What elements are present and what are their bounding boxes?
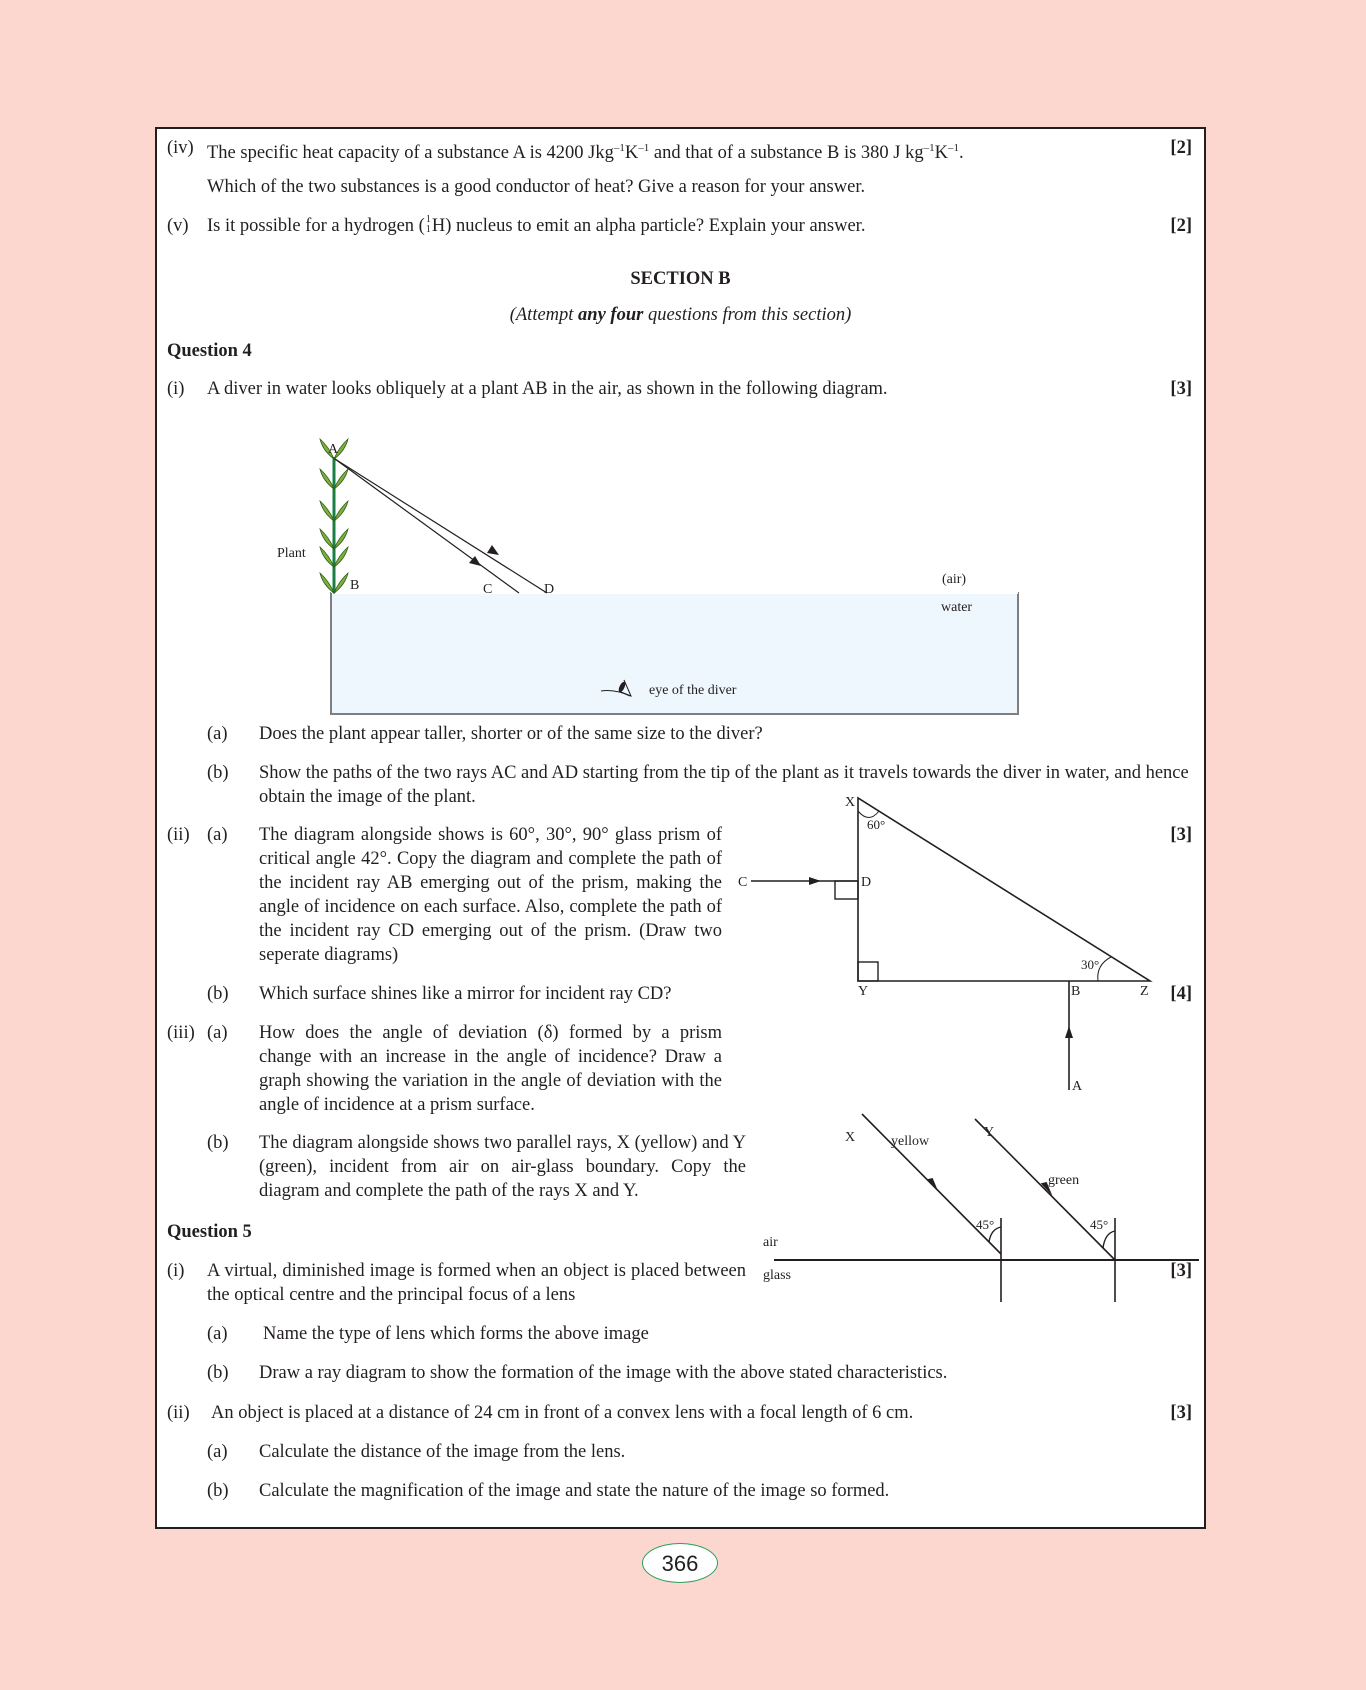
q5-ii-num: (ii) [167,1403,190,1423]
q4-i-a-text: Does the plant appear taller, shorter or of the same size to the diver? [259,724,763,744]
q4-i-text: A diver in water looks obliquely at a plant AB in the air, as shown in the following diagram. [207,379,888,399]
q4-i-b-label: (b) [207,763,229,783]
exam-page [155,127,1206,1529]
label-air: (air) [942,572,967,587]
q4-ii-a-label: (a) [207,825,228,845]
label-D: D [544,582,555,597]
q5-ii-a-label: (a) [207,1442,228,1462]
rays-label-green: green [1048,1173,1080,1188]
q4-iii-b-label: (b) [207,1133,229,1153]
q3-v-num: (v) [167,216,189,236]
section-b-title: SECTION B [630,269,731,289]
q5-ii-b-label: (b) [207,1481,229,1501]
q3-v-text: Is it possible for a hydrogen ( 1 1 H) nucleus to emit an alpha particle? Explain your answer. [207,214,866,236]
prism-label-D: D [861,875,872,890]
q5-ii-marks: [3] [1170,1403,1192,1423]
q4-ii-b-label: (b) [207,984,229,1004]
question-4-title: Question 4 [167,341,252,361]
q5-i-a-label: (a) [207,1324,228,1344]
ray-Y-green [975,1119,1115,1260]
q5-i-marks: [3] [1170,1261,1192,1281]
q4-ii-num: (ii) [167,825,190,845]
q5-i-num: (i) [167,1261,185,1281]
rays-label-glass: glass [763,1268,791,1283]
label-plant: Plant [277,546,306,561]
q5-i-a-text: Name the type of lens which forms the above image [263,1324,649,1344]
q3-v-marks: [2] [1170,216,1192,236]
prism-label-Z: Z [1140,984,1149,999]
q5-ii-text: An object is placed at a distance of 24 cm in front of a convex lens with a focal length of 6 cm. [211,1403,914,1423]
q5-i-b-text: Draw a ray diagram to show the formation of the image with the above stated characteristics. [259,1363,948,1383]
prism-angle-Z: 30° [1081,957,1100,972]
label-water: water [941,600,973,615]
q5-ii-b-text: Calculate the magnification of the image and state the nature of the image so formed. [259,1481,890,1501]
q4-ii-a-marks: [3] [1170,825,1192,845]
parallel-rays-diagram [157,129,1208,1531]
prism-label-B: B [1071,984,1081,999]
q4-iii-num: (iii) [167,1023,195,1043]
q5-ii-a-text: Calculate the distance of the image from the lens. [259,1442,626,1462]
question-5-title: Question 5 [167,1222,252,1242]
prism-angle-X: 60° [867,817,886,832]
isotope-notation: 1 1 [425,214,431,235]
q3-iv-num: (iv) [167,138,194,158]
q4-i-marks: [3] [1170,379,1192,399]
rays-label-air: air [763,1235,778,1250]
label-eye: eye of the diver [649,683,737,698]
q3-iv-line1: The specific heat capacity of a substance A is 4200 $Jkg^{-1}K^{-1}$ and that of a substance B is 380 J $kg^{-1}K^{-1}$. [207,142,964,163]
label-B: B [350,578,360,593]
rays-angle-2: 45° [1090,1217,1109,1232]
q4-ii-b-marks: [4] [1170,984,1192,1004]
prism-label-Y: Y [858,984,869,999]
prism-label-C: C [738,875,748,890]
q4-i-num: (i) [167,379,185,399]
q4-ii-b-text: Which surface shines like a mirror for incident ray CD? [259,984,672,1004]
label-A: A [328,442,339,457]
prism-label-A: A [1072,1079,1083,1094]
q4-iii-b-text: The diagram alongside shows two parallel rays, X (yellow) and Y (green), incident from air on air-glass boundary. Copy the diagram and complete the path of the rays X and Y. [259,1133,746,1201]
q4-ii-a-text: The diagram alongside shows is 60°, 30°, 90° glass prism of critical angle 42°. Copy the diagram and complete the path of the incident ray AB emerging out of the prism, making the angle of incidence on each surface. Also, complete the path of the incident ray CD emerging out of the prism. (Draw two seperate diagrams) [259,825,722,965]
prism-label-X: X [845,795,856,810]
q3-iv-marks: [2] [1170,138,1192,158]
rays-label-Y: Y [984,1125,995,1140]
q5-i-b-label: (b) [207,1363,229,1383]
rays-label-X: X [845,1130,856,1145]
label-C: C [483,582,493,597]
q4-i-b-text: Show the paths of the two rays AC and AD starting from the tip of the plant as it travels towards the diver in water, and hence obtain the image of the plant. [259,763,1189,807]
q3-iv-line2: Which of the two substances is a good conductor of heat? Give a reason for your answer. [207,177,866,197]
section-b-instruction: (Attempt any four questions from this section) [509,305,852,325]
page-number: 366 [642,1543,718,1583]
q4-iii-a-label: (a) [207,1023,228,1043]
rays-angle-1: 45° [976,1217,995,1232]
q4-i-a-label: (a) [207,724,228,744]
rays-label-yellow: yellow [891,1134,930,1149]
q5-i-text: A virtual, diminished image is formed when an object is placed between the optical centre and the principal focus of a lens [207,1261,746,1305]
q4-iii-a-text: How does the angle of deviation (δ) formed by a prism change with an increase in the angle of incidence? Draw a graph showing the variation in the angle of deviation with the angle of incidence at a prism surface. [259,1023,722,1115]
